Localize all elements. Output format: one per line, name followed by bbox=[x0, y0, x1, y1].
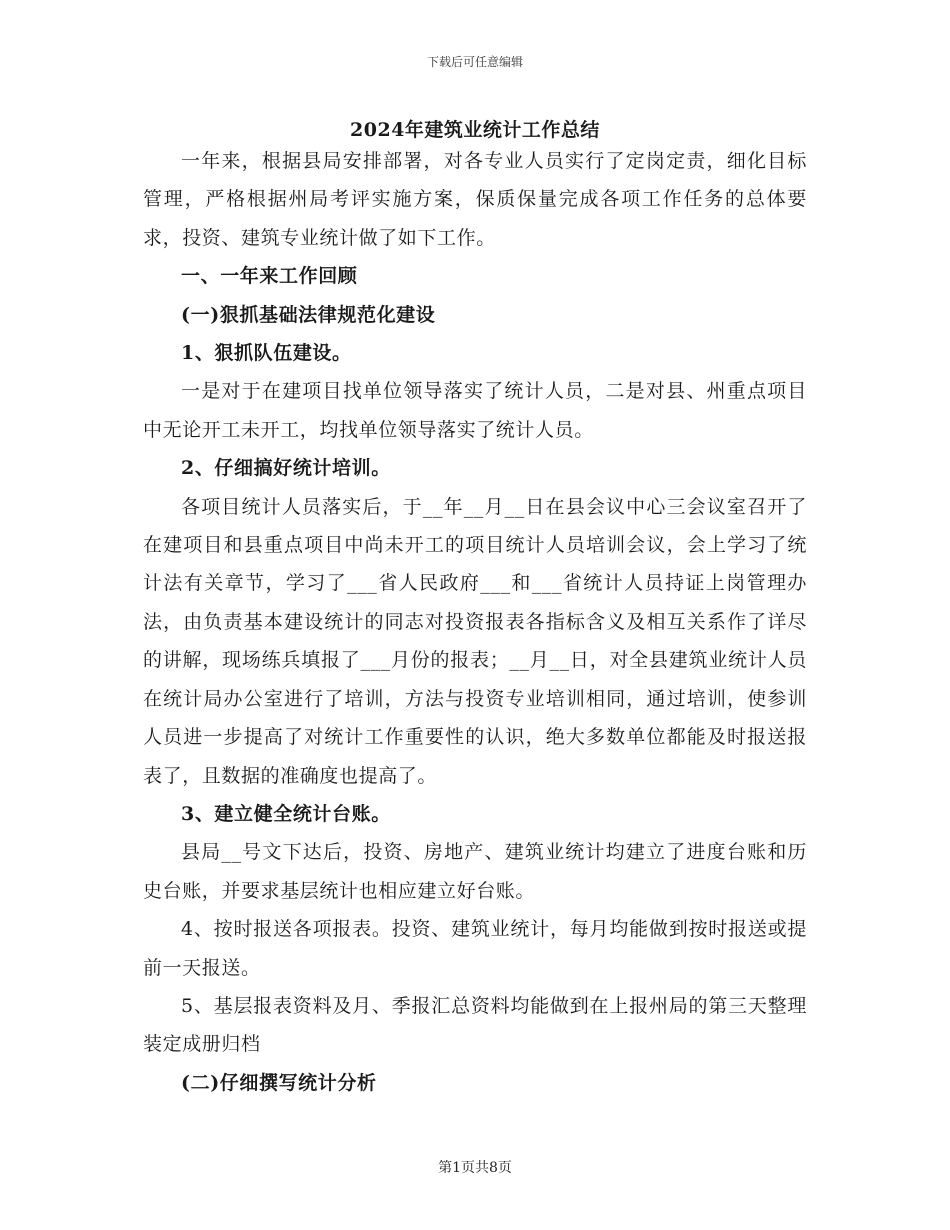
item-heading-training: 2、仔细搞好统计培训。 bbox=[181, 457, 391, 480]
paragraph-reporting: 4、按时报送各项报表。投资、建筑业统计，每月均能做到按时报送或提前一天报送。 bbox=[143, 918, 807, 979]
paragraph-team-building: 一是对于在建项目找单位领导落实了统计人员，二是对县、州重点项目中无论开工未开工，均找单位领导落实了统计人员。 bbox=[143, 380, 807, 441]
item-heading-ledger: 3、建立健全统计台账。 bbox=[181, 802, 391, 825]
subsection-heading-analysis: (二)仔细撰写统计分析 bbox=[181, 1071, 377, 1094]
section-heading-review: 一、一年来工作回顾 bbox=[181, 265, 358, 288]
subsection-heading-legal-foundation: (一)狠抓基础法律规范化建设 bbox=[181, 303, 436, 326]
document-body bbox=[143, 142, 807, 1102]
paragraph-ledger: 县局__号文下达后，投资、房地产、建筑业统计均建立了进度台账和历史台账，并要求基层统计也相应建立好台账。 bbox=[143, 841, 807, 902]
paragraph-archiving: 5、基层报表资料及月、季报汇总资料均能做到在上报州局的第三天整理装定成册归档 bbox=[143, 994, 807, 1056]
paragraph-intro: 一年来，根据县局安排部署，对各专业人员实行了定岗定责，细化目标管理，严格根据州局考评实施方案，保质保量完成各项工作任务的总体要求，投资、建筑专业统计做了如下工作。 bbox=[143, 150, 807, 249]
page-footer-indicator: 第1页共8页 bbox=[438, 1160, 512, 1176]
document-title: 2024年建筑业统计工作总结 bbox=[350, 119, 600, 141]
page-header-note: 下载后可任意编辑 bbox=[426, 55, 523, 69]
paragraph-training: 各项目统计人员落实后，于__年__月__日在县会议中心三会议室召开了在建项目和县重点项目中尚未开工的项目统计人员培训会议，会上学习了统计法有关章节，学习了___省人民政府___和___省统计人员持证上岗管理办法，由负责基本建设统计的同志对投资报表各指标含义及相互关系作了详尽的讲解，现场练兵填报了___月份的报表；__月__日，对全县建筑业统计人员在统计局办公室进行了培训，方法与投资专业培训相同，通过培训，使参训人员进一步提高了对统计工作重要性的认识，绝大多数单位都能及时报送报表了，且数据的准确度也提高了。 bbox=[143, 495, 807, 787]
item-heading-team-building: 1、狠抓队伍建设。 bbox=[181, 342, 352, 365]
